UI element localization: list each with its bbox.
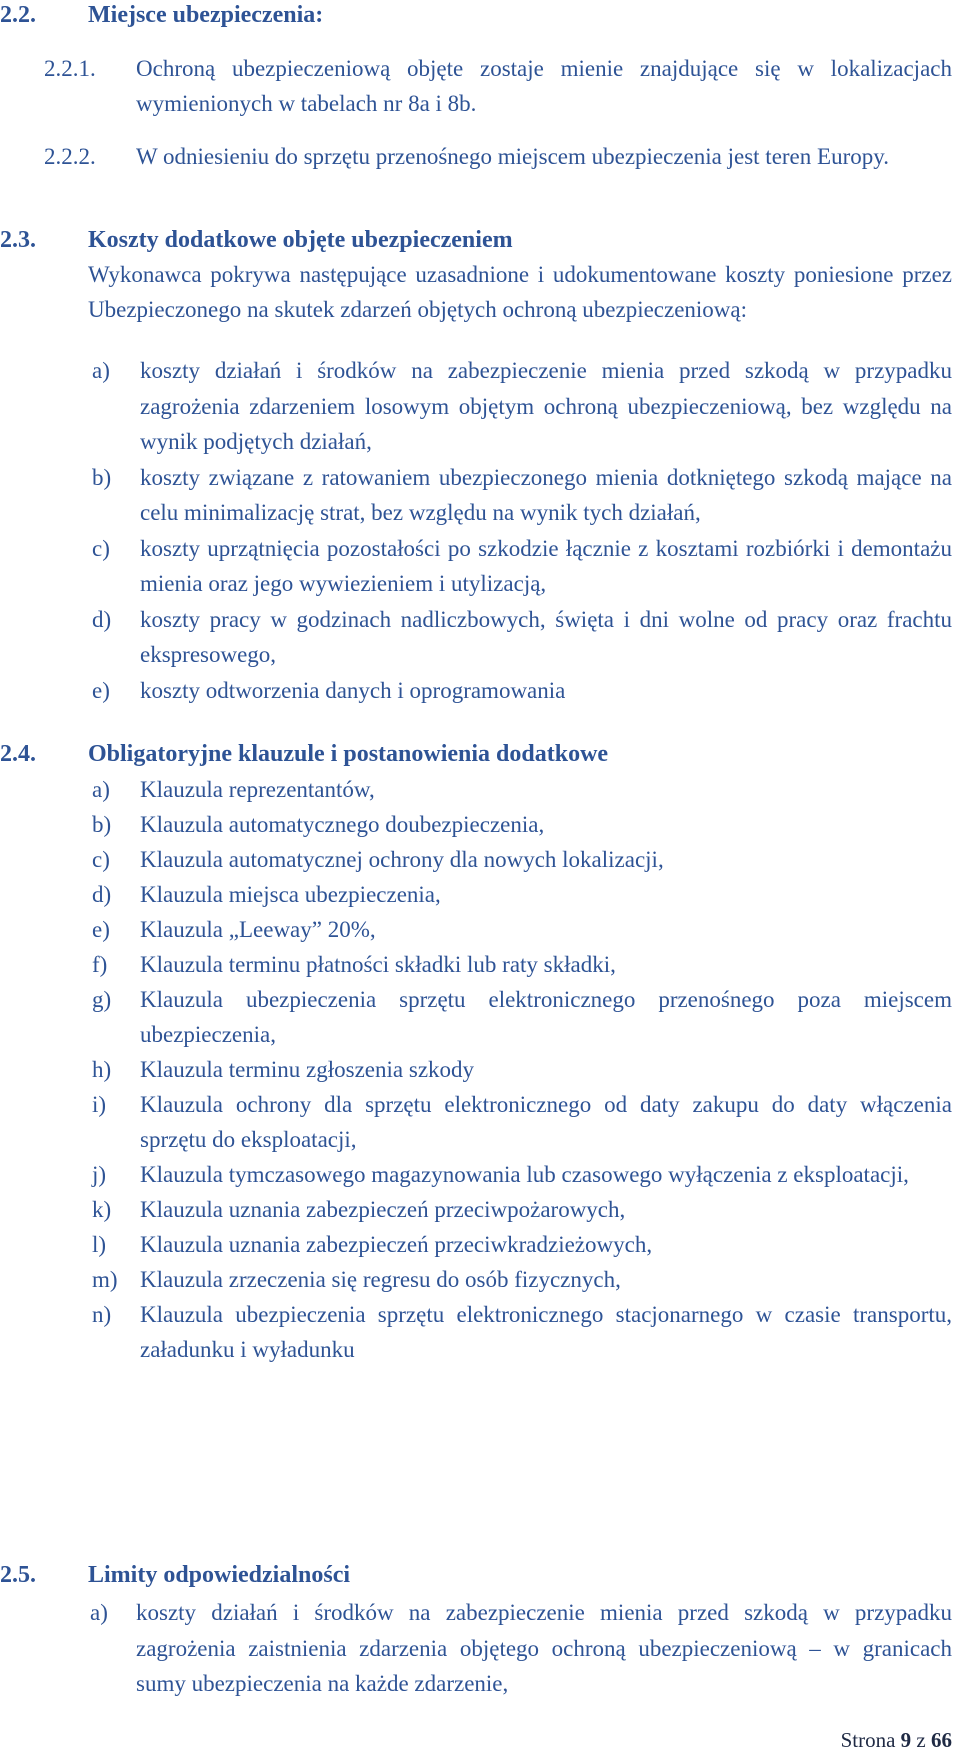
list-letter: d) [92, 882, 112, 907]
section-title: Koszty dodatkowe objęte ubezpieczeniem [88, 227, 513, 253]
list-text: Klauzula reprezentantów, [140, 777, 375, 802]
list-letter: d) [92, 606, 112, 632]
list-letter: c) [92, 535, 110, 561]
list-text: koszty związane z ratowaniem ubezpieczonego mienia dotkniętego szkodą mające na celu minimalizację strat, bez względu na wynik tych działań, [140, 464, 952, 525]
list-item [88, 772, 952, 807]
list-text: Klauzula ubezpieczenia sprzętu elektronicznego stacjonarnego w czasie transportu, załadunku i wyładunku [140, 1302, 952, 1362]
list-text: Klauzula uznania zabezpieczeń przeciwkradzieżowych, [140, 1232, 653, 1257]
list-text: Klauzula tymczasowego magazynowania lub czasowego wyłączenia z eksploatacji, [140, 1162, 909, 1187]
section-title: Limity odpowiedzialności [88, 1562, 351, 1588]
list-letter: g) [92, 987, 112, 1012]
list-letter: c) [92, 847, 110, 872]
list-item [88, 531, 952, 602]
list-item [88, 1262, 952, 1297]
section-number: 2.5. [0, 1562, 36, 1588]
list-letter: f) [92, 952, 108, 977]
subsection-text: Ochroną ubezpieczeniową objęte zostaje mienie znajdujące się w lokalizacjach wymienionych w tabelach nr 8a i 8b. [136, 56, 952, 116]
list-item [88, 1192, 952, 1227]
list-text: koszty uprzątnięcia pozostałości po szkodzie łącznie z kosztami rozbiórki i demontażu mienia oraz jego wywiezieniem i utylizacją, [140, 535, 952, 596]
list-letter: b) [92, 464, 112, 490]
list-text: Klauzula automatycznej ochrony dla nowych lokalizacji, [140, 847, 664, 872]
subsection-2-2-2 [44, 139, 952, 174]
list-item [88, 1157, 952, 1192]
list-letter: a) [92, 777, 110, 802]
costs-list [88, 353, 952, 708]
list-letter: a) [90, 1600, 108, 1625]
section-number: 2.2. [0, 2, 36, 28]
list-letter: a) [92, 358, 110, 383]
list-item [88, 877, 952, 912]
list-item [88, 982, 952, 1052]
current-page-number: 9 [900, 1728, 912, 1752]
list-letter: i) [92, 1092, 107, 1117]
list-letter: m) [92, 1267, 118, 1292]
list-item [88, 912, 952, 947]
list-text: Klauzula miejsca ubezpieczenia, [140, 882, 441, 907]
list-item [88, 353, 952, 460]
list-item [88, 1595, 952, 1702]
page-footer [841, 1728, 952, 1753]
list-text: Klauzula zrzeczenia się regresu do osób fizycznych, [140, 1267, 621, 1292]
section-heading-2-4 [0, 741, 608, 768]
section-heading-2-2 [0, 2, 323, 29]
list-item [88, 673, 952, 709]
section-heading-2-3 [0, 227, 513, 254]
total-pages: 66 [931, 1728, 952, 1752]
list-letter: k) [92, 1197, 112, 1222]
list-letter: e) [92, 917, 110, 942]
list-item [88, 1087, 952, 1157]
list-item [88, 602, 952, 673]
section-intro: Wykonawca pokrywa następujące uzasadnione i udokumentowane koszty poniesione przez Ubezpieczonego na skutek zdarzeń objętych ochroną ubezpieczeniową: [88, 262, 952, 322]
footer-label: Strona [840, 1728, 896, 1752]
list-text: koszty pracy w godzinach nadliczbowych, święta i dni wolne od pracy oraz frachtu ekspresowego, [140, 606, 952, 667]
list-text: Klauzula automatycznego doubezpieczenia, [140, 812, 545, 837]
list-text: koszty działań i środków na zabezpieczenie mienia przed szkodą w przypadku zagrożenia zdarzeniem losowym objętym ochroną ubezpieczeniową, bez względu na wynik podjętych działań, [140, 358, 952, 454]
list-item [88, 1297, 952, 1367]
list-text: Klauzula uznania zabezpieczeń przeciwpożarowych, [140, 1197, 626, 1222]
list-text: Klauzula ochrony dla sprzętu elektronicznego od daty zakupu do daty włączenia sprzętu do eksploatacji, [140, 1092, 952, 1152]
subsection-text: W odniesieniu do sprzętu przenośnego miejscem ubezpieczenia jest teren Europy. [136, 144, 889, 169]
section-title: Miejsce ubezpieczenia: [88, 2, 324, 28]
list-text: Klauzula ubezpieczenia sprzętu elektronicznego przenośnego poza miejscem ubezpieczenia, [140, 987, 952, 1047]
list-letter: e) [92, 677, 110, 703]
list-item [88, 1227, 952, 1262]
list-text: Klauzula terminu płatności składki lub raty składki, [140, 952, 616, 977]
clauses-list [88, 772, 952, 1367]
list-letter: l) [92, 1232, 107, 1257]
list-item [88, 1052, 952, 1087]
subsection-number: 2.2.2. [44, 144, 96, 169]
list-item [88, 842, 952, 877]
list-letter: b) [92, 812, 112, 837]
list-text: Klauzula terminu zgłoszenia szkody [140, 1057, 475, 1082]
footer-separator: z [916, 1728, 926, 1752]
list-letter: j) [92, 1162, 107, 1187]
list-item [88, 947, 952, 982]
list-text: Klauzula „Leeway” 20%, [140, 917, 376, 942]
section-heading-2-5 [0, 1562, 350, 1589]
list-item [88, 460, 952, 531]
section-number: 2.4. [0, 741, 36, 767]
list-letter: h) [92, 1057, 112, 1082]
list-letter: n) [92, 1302, 112, 1327]
list-text: koszty działań i środków na zabezpieczenie mienia przed szkodą w przypadku zagrożenia zaistnienia zdarzenia objętego ochroną ubezpieczeniową – w granicach sumy ubezpieczenia na każde zdarzenie, [136, 1600, 952, 1696]
limits-list [88, 1595, 952, 1702]
list-text: koszty odtworzenia danych i oprogramowania [140, 677, 566, 703]
section-number: 2.3. [0, 227, 36, 253]
subsection-number: 2.2.1. [44, 56, 96, 81]
subsection-2-2-1 [44, 51, 952, 121]
section-title: Obligatoryjne klauzule i postanowienia dodatkowe [88, 741, 609, 767]
list-item [88, 807, 952, 842]
